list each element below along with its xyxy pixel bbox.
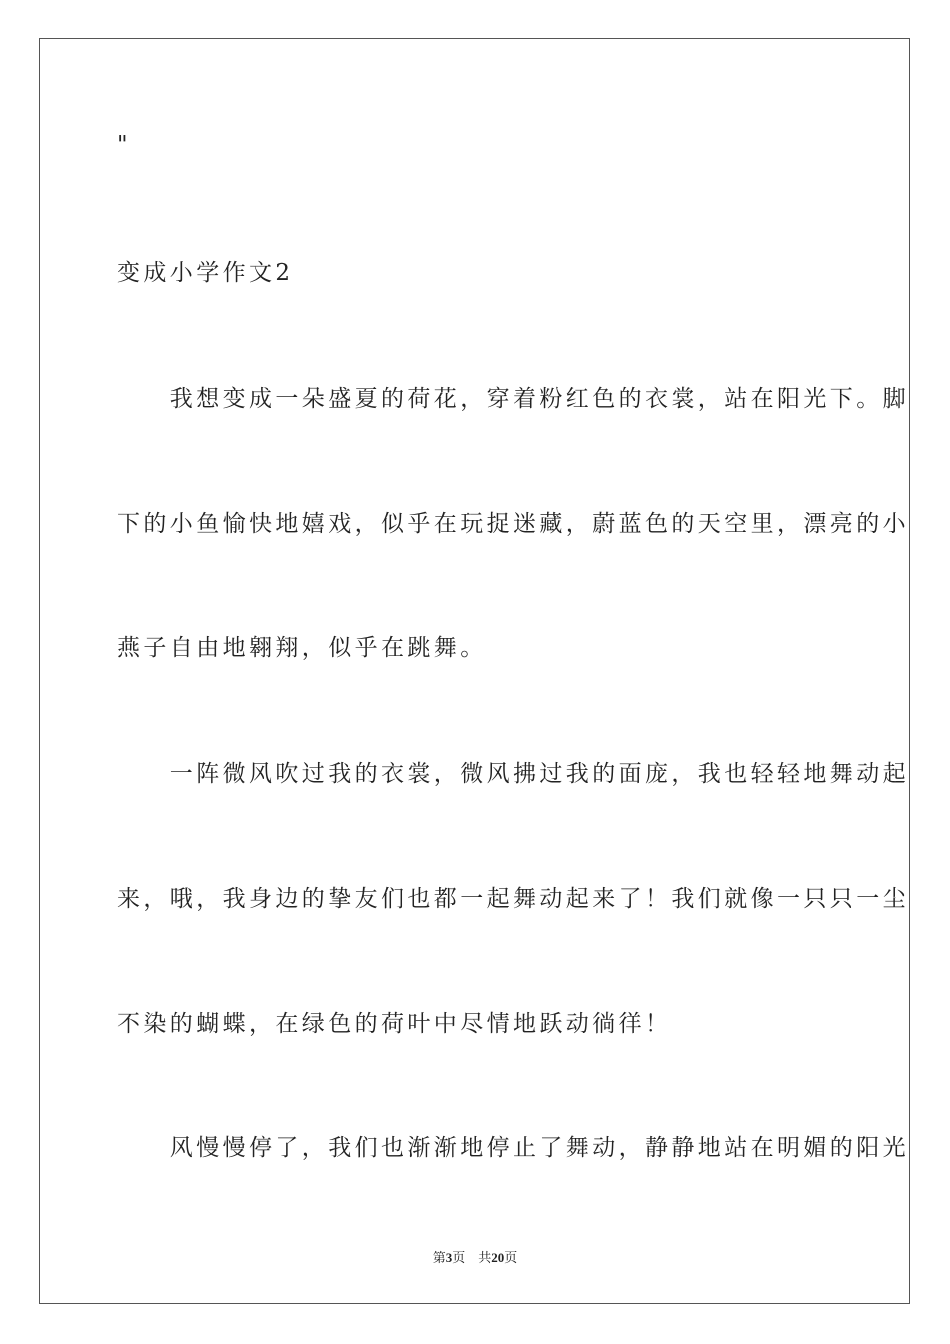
stray-quote-mark: "	[117, 132, 131, 158]
document-title: 变成小学作文2	[117, 260, 294, 286]
paragraph-line: 来，哦，我身边的挚友们也都一起舞动起来了！我们就像一只只一尘	[117, 886, 909, 912]
paragraph-line: 下的小鱼愉快地嬉戏，似乎在玩捉迷藏，蔚蓝色的天空里，漂亮的小	[117, 511, 909, 537]
paragraph-line: 风慢慢停了，我们也渐渐地停止了舞动，静静地站在明媚的阳光	[117, 1135, 909, 1161]
page-border	[39, 38, 910, 1304]
total-page-count: 20	[491, 1250, 505, 1265]
footer-mid: 页 共	[452, 1250, 492, 1265]
footer-prefix: 第	[432, 1250, 446, 1265]
paragraph-line: 不染的蝴蝶，在绿色的荷叶中尽情地跃动徜徉！	[117, 1011, 672, 1037]
paragraph-line: 我想变成一朵盛夏的荷花，穿着粉红色的衣裳，站在阳光下。脚	[117, 386, 909, 412]
page-number-footer	[0, 1247, 950, 1266]
current-page-number: 3	[445, 1250, 453, 1265]
paragraph-line: 一阵微风吹过我的衣裳，微风拂过我的面庞，我也轻轻地舞动起	[117, 761, 909, 787]
footer-suffix: 页	[504, 1250, 518, 1265]
paragraph-line: 燕子自由地翱翔，似乎在跳舞。	[117, 635, 487, 661]
